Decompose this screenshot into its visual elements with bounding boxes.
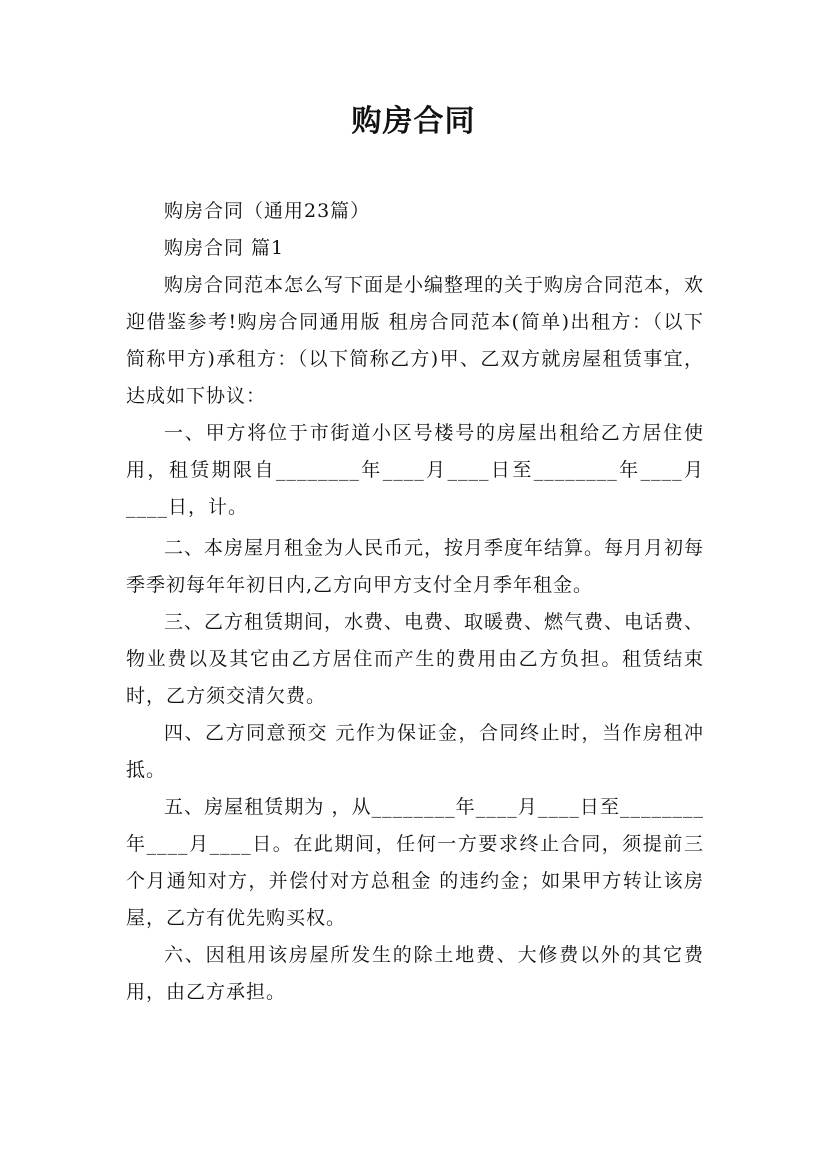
paragraph-clause-6: 六、因租用该房屋所发生的除土地费、大修费以外的其它费用，由乙方承担。	[126, 944, 704, 1003]
paragraph-intro: 购房合同范本怎么写下面是小编整理的关于购房合同范本，欢迎借鉴参考!购房合同通用版 租房合同范本(简单)出租方：（以下简称甲方)承租方：（以下简称乙方)甲、乙双方就房屋租赁事宜，达成如下协议：	[126, 274, 705, 407]
paragraph-section-heading: 购房合同 篇1	[164, 237, 285, 259]
document-body	[126, 193, 704, 1011]
paragraph-clause-2: 二、本房屋月租金为人民币元，按月季度年结算。每月月初每季季初每年年初日内,乙方向甲方支付全月季年租金。	[126, 537, 705, 596]
paragraph-clause-1: 一、甲方将位于市街道小区号楼号的房屋出租给乙方居住使用，租赁期限自________年____月____日至________年____月____日，计。	[126, 422, 704, 518]
document-title: 购房合同	[351, 104, 476, 139]
paragraph-clause-4: 四、乙方同意预交 元作为保证金，合同终止时，当作房租冲抵。	[126, 722, 704, 781]
paragraph-clause-5: 五、房屋租赁期为 ，从________年____月____日至________年____月____日。在此期间，任何一方要求终止合同，须提前三个月通知对方，并偿付对方总租金 的违约金；如果甲方转让该房屋，乙方有优先购买权。	[126, 796, 704, 929]
paragraph-clause-3: 三、乙方租赁期间，水费、电费、取暖费、燃气费、电话费、物业费以及其它由乙方居住而产生的费用由乙方负担。租赁结束时，乙方须交清欠费。	[126, 611, 705, 707]
paragraph-collection-title: 购房合同（通用23篇）	[164, 200, 371, 222]
